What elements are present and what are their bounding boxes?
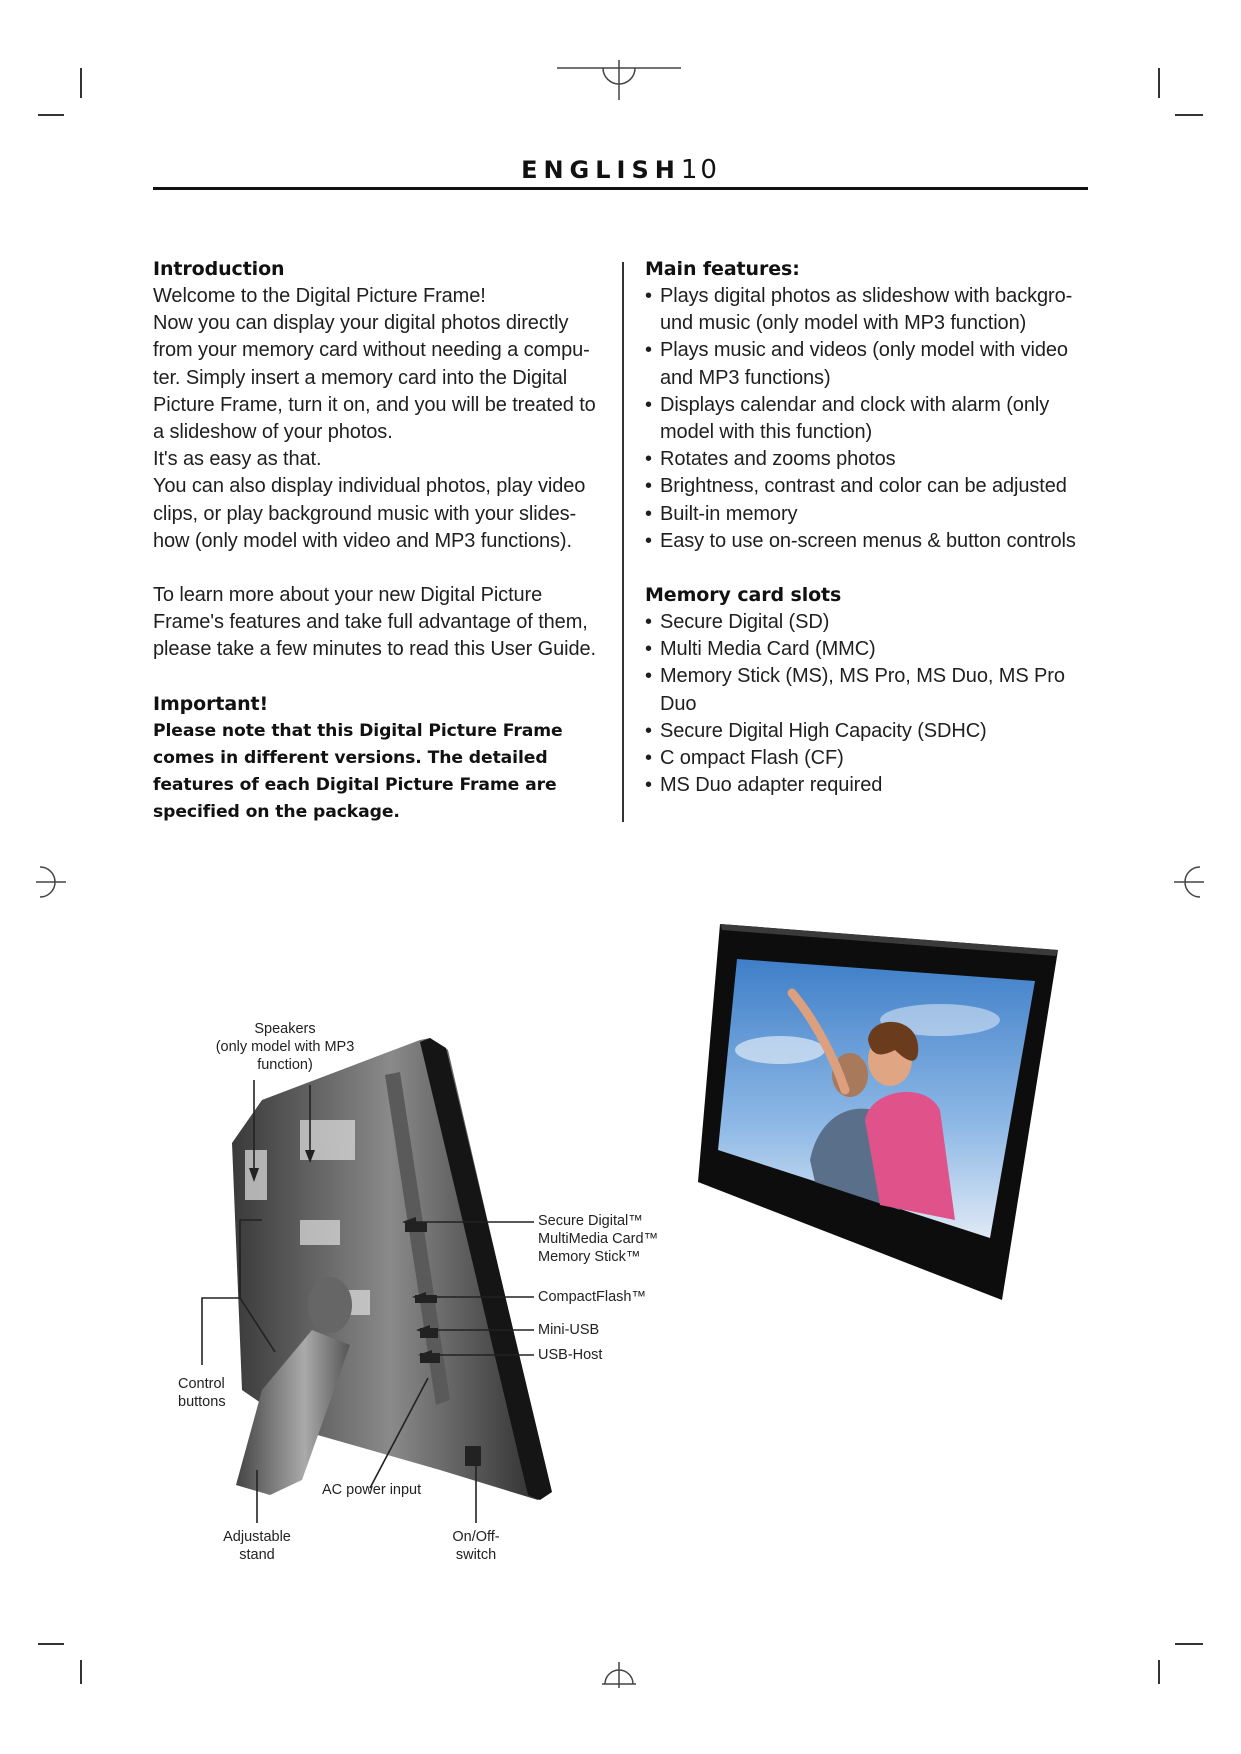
callout-usb-host: USB-Host	[538, 1347, 603, 1363]
callout-speakers	[205, 1020, 365, 1074]
intro-paragraph: It's as easy as that.	[153, 448, 322, 471]
list-item: • Brightness, contrast and color can be adjusted	[645, 473, 1085, 500]
callout-speakers-line: Speakers	[254, 1021, 316, 1037]
callout-speakers-line: function)	[257, 1057, 313, 1073]
list-item: • Rotates and zooms photos	[645, 446, 1085, 473]
callout-mini-usb: Mini-USB	[538, 1322, 600, 1338]
callout-switch-line: switch	[455, 1547, 497, 1563]
intro-paragraph: Now you can display your digital photos directly from your memory card without needing a compu-ter. Simply insert a memory card into the Digital Picture Frame, turn it on, and you will be treated to a slideshow of your photos.	[153, 312, 596, 444]
list-item: • Secure Digital (SD)	[645, 609, 1085, 636]
important-text: Please note that this Digital Picture Frame comes in different versions. The detailed features of each Digital Picture Frame are specified on the package.	[153, 720, 563, 823]
callout-slot-sd: Secure Digital™	[538, 1213, 643, 1229]
list-item: • Plays music and videos (only model with video and MP3 functions)	[645, 337, 1085, 391]
frame-front-photo	[690, 910, 1070, 1310]
callout-ac-power: AC power input	[322, 1482, 422, 1498]
callout-speakers-line: (only model with MP3	[215, 1039, 355, 1055]
list-item: • Memory Stick (MS), MS Pro, MS Duo, MS Pro Duo	[645, 663, 1085, 717]
callout-on-off-switch	[436, 1528, 516, 1564]
callout-slot-mmc: MultiMedia Card™	[538, 1231, 659, 1247]
callout-compactflash: CompactFlash™	[538, 1289, 646, 1305]
header-language: ENGLISH	[521, 156, 681, 184]
important-heading: Important!	[153, 692, 269, 715]
list-item: • MS Duo adapter required	[645, 772, 1085, 799]
intro-heading: Introduction	[153, 258, 285, 280]
list-item: • Secure Digital High Capacity (SDHC)	[645, 718, 1085, 745]
callout-control-line: buttons	[178, 1394, 226, 1410]
callout-switch-line: On/Off-	[452, 1529, 500, 1545]
list-item: • C ompact Flash (CF)	[645, 745, 1085, 772]
list-item: • Displays calendar and clock with alarm (only model with this function)	[645, 392, 1085, 446]
callout-slot-ms: Memory Stick™	[538, 1249, 641, 1265]
callout-control-buttons	[178, 1375, 226, 1411]
intro-paragraph: You can also display individual photos, play video clips, or play background music with your slides-how (only model with video and MP3 functions).	[153, 475, 586, 552]
list-item: • Plays digital photos as slideshow with backgro-und music (only model with MP3 function)	[645, 283, 1085, 337]
page-number: 10	[680, 155, 720, 185]
slots-heading: Memory card slots	[645, 584, 842, 607]
callout-stand-line: Adjustable	[223, 1529, 291, 1545]
callout-card-slots	[538, 1212, 658, 1266]
callout-stand-line: stand	[239, 1547, 275, 1563]
list-item: • Multi Media Card (MMC)	[645, 636, 1085, 663]
callout-control-line: Control	[178, 1376, 225, 1392]
features-heading: Main features:	[645, 258, 800, 280]
callout-adjustable-stand	[212, 1528, 302, 1564]
list-item: • Easy to use on-screen menus & button controls	[645, 528, 1085, 555]
intro-paragraph: To learn more about your new Digital Picture Frame's features and take full advantage of them, please take a few minutes to read this User Guide.	[153, 584, 597, 661]
list-item: • Built-in memory	[645, 501, 1085, 528]
intro-paragraph: Welcome to the Digital Picture Frame!	[153, 285, 486, 307]
